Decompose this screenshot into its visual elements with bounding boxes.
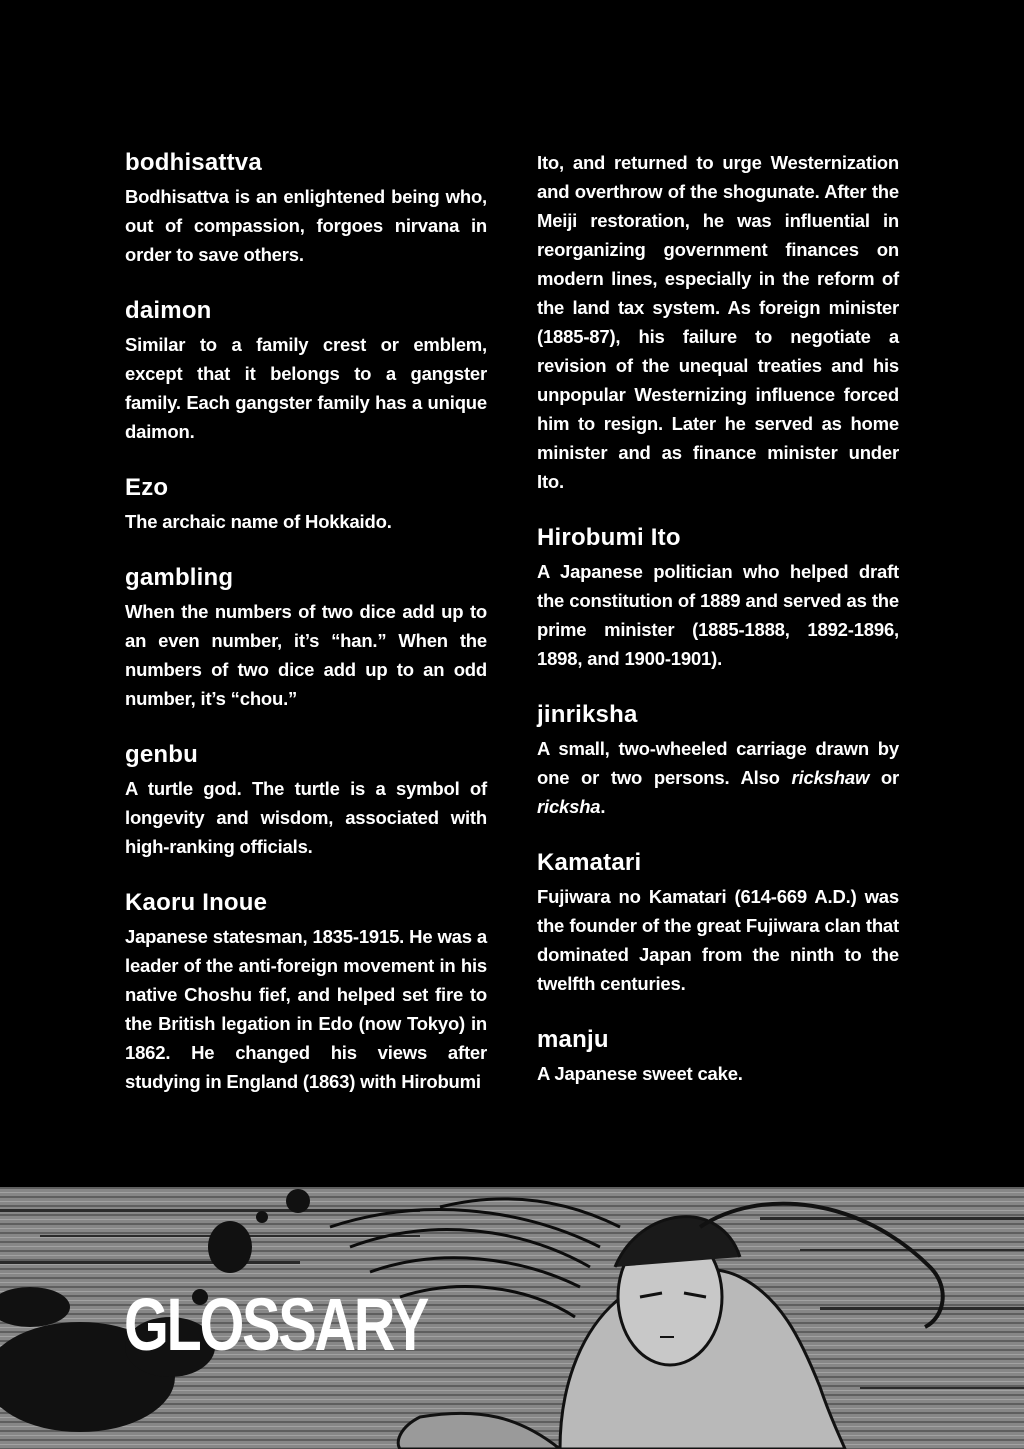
kaoru-inoue-continuation: Ito, and returned to urge Westernization and overthrow of the shogunate. After the Meiji restoration, he was influential in reorganizing government finances on modern lines, especially in the reform of the land tax system. As foreign minister (1885-87), his failure to negotiate a revision of the unequal treaties and his unpopular Westernizing influence forced him to resign. Later he served as home minister and as finance minister under Ito. bbox=[537, 152, 899, 492]
glossary-entry-hirobumi-ito bbox=[537, 523, 899, 673]
glossary-entry-gambling bbox=[125, 563, 487, 713]
glossary-entry-bodhisattva bbox=[125, 148, 487, 269]
term-heading: Hirobumi Ito bbox=[537, 524, 681, 551]
term-heading: manju bbox=[537, 1026, 609, 1053]
glossary-entry-kaoru-inoue bbox=[125, 888, 487, 1096]
definition-text: A small, two-wheeled carriage drawn by one or two persons. Also bbox=[537, 738, 899, 788]
glossary-entry-daimon bbox=[125, 296, 487, 446]
term-definition: A Japanese sweet cake. bbox=[537, 1063, 743, 1084]
glossary-entry-ezo bbox=[125, 473, 487, 536]
term-definition: When the numbers of two dice add up to an even number, it’s “han.” When the numbers of two dice add up to an odd number, it’s “chou.” bbox=[125, 601, 487, 709]
term-heading: Kamatari bbox=[537, 849, 642, 876]
term-heading: daimon bbox=[125, 297, 212, 324]
term-heading: Kaoru Inoue bbox=[125, 889, 268, 916]
term-heading: Ezo bbox=[125, 474, 169, 501]
term-definition: A Japanese politician who helped draft the constitution of 1889 and served as the prime minister (1885-1888, 1892-1896, 1898, and 1900-1901). bbox=[537, 561, 899, 669]
glossary-title: GLOSSARY bbox=[124, 1283, 428, 1366]
term-heading: gambling bbox=[125, 564, 234, 591]
definition-text: . bbox=[600, 796, 606, 817]
italic-term-ricksha: ricksha bbox=[537, 796, 601, 817]
italic-term-rickshaw: rickshaw bbox=[791, 767, 870, 788]
term-heading: jinriksha bbox=[537, 701, 638, 728]
term-heading: genbu bbox=[125, 741, 198, 768]
right-column bbox=[537, 148, 899, 1115]
term-definition: Japanese statesman, 1835-1915. He was a leader of the anti-foreign movement in his native Choshu fief, and helped set fire to the British legation in Edo (now Tokyo) in 1862. He changed his views after studying in England (1863) with Hirobumi bbox=[125, 926, 487, 1092]
term-definition: Bodhisattva is an enlightened being who, out of compassion, forgoes nirvana in order to save others. bbox=[125, 186, 487, 265]
term-heading: bodhisattva bbox=[125, 149, 262, 176]
term-definition: Similar to a family crest or emblem, except that it belongs to a gangster family. Each gangster family has a unique daimon. bbox=[125, 334, 487, 442]
left-column bbox=[125, 148, 487, 1123]
term-definition: Fujiwara no Kamatari (614-669 A.D.) was the founder of the great Fujiwara clan that dominated Japan from the ninth to the twelfth centuries. bbox=[537, 886, 899, 994]
term-definition bbox=[537, 734, 899, 821]
glossary-entry-jinriksha bbox=[537, 700, 899, 821]
glossary-entry-kamatari bbox=[537, 848, 899, 998]
glossary-entry-manju bbox=[537, 1025, 899, 1088]
term-definition: The archaic name of Hokkaido. bbox=[125, 511, 392, 532]
term-definition: A turtle god. The turtle is a symbol of longevity and wisdom, associated with high-ranking officials. bbox=[125, 778, 487, 857]
definition-text: or bbox=[869, 767, 899, 788]
glossary-entry-genbu bbox=[125, 740, 487, 861]
